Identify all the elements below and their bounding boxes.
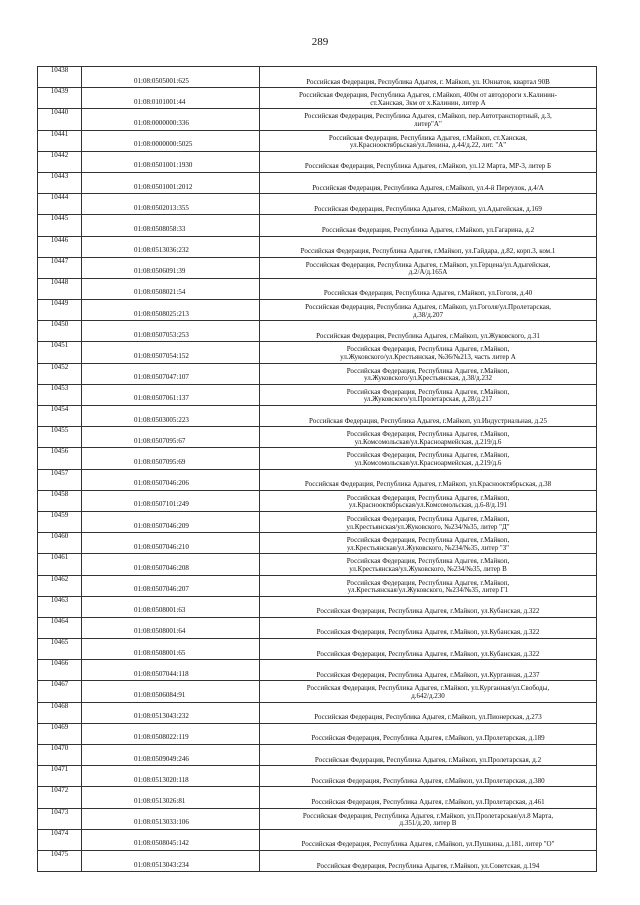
address: Российская Федерация, Республика Адыгея, г.Майкоп, ул.Курганная, д.237 (316, 670, 540, 679)
address: Российская Федерация, Республика Адыгея, г.Майкоп, ул.Жуковского/ул.Пролетарская, д.28/д.217 (346, 387, 510, 404)
address: Российская Федерация, Республика Адыгея, г.Майкоп, ул.12 Марта, МР-3, литер Б (304, 162, 552, 171)
address: Российская Федерация, Республика Адыгея, г.Майкоп, ул.Крестьянская/ул.Жуковского, №234/№35, литер "З" (346, 536, 510, 552)
row-number: 10441 (38, 130, 82, 151)
table-row (38, 236, 597, 257)
address: Российская Федерация, Республика Адыгея, г.Майкоп, ул.Жуковского/ул.Крестьянская, №36/№213, часть литер А (340, 345, 516, 362)
cadastral-number: 01:08:0508058:33 (134, 224, 186, 233)
cadastral-number: 01:08:0507044:118 (134, 669, 189, 678)
cadastral-number: 01:08:0507061:137 (134, 394, 189, 403)
cadastral-number: 01:08:0501001:2012 (134, 182, 193, 191)
table-row (38, 617, 597, 638)
address: Российская Федерация, Республика Адыгея, г.Майкоп, ул.Кубанская, д.322 (316, 628, 540, 637)
row-number: 10459 (38, 511, 82, 532)
address: Российская Федерация, Республика Адыгея, г.Майкоп, ул.Гайдара, д.82, корп.3, ком.1 (300, 247, 556, 256)
row-number: 10449 (38, 300, 82, 321)
table-row (38, 151, 597, 172)
row-number: 10445 (38, 215, 82, 236)
address: Российская Федерация, Республика Адыгея, г.Майкоп, ул.Комсомольская/ул.Красноармейская, д.219/д.6 (346, 451, 510, 467)
table-row (38, 702, 597, 723)
address: Российская Федерация, Республика Адыгея, г.Майкоп, ул.Пролетарская, д.189 (311, 734, 545, 743)
cadastral-number: 01:08:0501001:1930 (134, 161, 193, 170)
table-row (38, 829, 597, 850)
table-row (38, 554, 597, 575)
address: Российская Федерация, Республика Адыгея, г.Майкоп, ул.Пролетарская, д.2 (314, 755, 542, 764)
table-row (38, 533, 597, 554)
table-row (38, 130, 597, 151)
table-row (38, 723, 597, 744)
table-row (38, 448, 597, 469)
row-number: 10438 (38, 67, 82, 88)
table-row (38, 384, 597, 405)
address: Российская Федерация, Республика Адыгея, г.Майкоп, ул.Краснооктябрьская, д.38 (304, 480, 552, 489)
address: Российская Федерация, Республика Адыгея, г.Майкоп, ул.Крестьянская/ул.Жуковского, №234/№35, литер Г1 (346, 578, 510, 595)
table-row (38, 67, 597, 88)
address: Российская Федерация, Республика Адыгея, г.Майкоп, ул.Пролетарская/ул.8 Марта, д.351/д.20, литер В (302, 811, 554, 828)
table-row (38, 745, 597, 766)
table-row (38, 363, 597, 384)
row-number: 10456 (38, 448, 82, 469)
address: Российская Федерация, Республика Адыгея, г.Майкоп, ул.Курганная/ул.Свободы, д.642/д.230 (306, 684, 550, 701)
address: Российская Федерация, Республика Адыгея, г.Майкоп, ул.Адыгейская, д.169 (314, 204, 542, 213)
row-number: 10473 (38, 808, 82, 829)
row-number: 10468 (38, 702, 82, 723)
cadastral-number: 01:08:0513033:106 (134, 818, 189, 827)
cadastral-number: 01:08:0502013:355 (134, 203, 189, 212)
table-row (38, 469, 597, 490)
table-row (38, 850, 597, 871)
address: Российская Федерация, Республика Адыгея, г.Майкоп, ул.Пролетарская, д.461 (311, 797, 545, 806)
table-row (38, 215, 597, 236)
address: Российская Федерация, Республика Адыгея, г.Майкоп, ул.Крестьянская/ул.Жуковского, №234/№35, литер "Д" (346, 514, 510, 531)
table-row (38, 596, 597, 617)
cadastral-number: 01:08:0508022:119 (134, 733, 189, 742)
property-register-table (37, 66, 597, 872)
address: Российская Федерация, Республика Адыгея, г.Майкоп, ул.Пушкина, д.181, литер "О" (301, 840, 555, 849)
address: Российская Федерация, Республика Адыгея, г.Майкоп, ул.Пионерская, д.273 (314, 713, 542, 722)
row-number: 10467 (38, 681, 82, 702)
table-row (38, 257, 597, 278)
row-number: 10463 (38, 596, 82, 617)
row-number: 10443 (38, 172, 82, 193)
row-number: 10444 (38, 194, 82, 215)
cadastral-number: 01:08:0506084:91 (134, 691, 186, 700)
cadastral-number: 01:08:0507046:208 (134, 563, 189, 572)
table-row (38, 787, 597, 808)
address: Российская Федерация, Республика Адыгея, г.Майкоп, ул.Гоголя/ул.Пролетарская, д.38/д.207 (305, 303, 551, 319)
row-number: 10440 (38, 109, 82, 130)
row-number: 10474 (38, 829, 82, 850)
address: Российская Федерация, Республика Адыгея, г. Майкоп, ул. Юннатов, квартал 90В (306, 77, 550, 86)
cadastral-number: 01:08:0513036:232 (134, 246, 189, 255)
cadastral-number: 01:08:0101001:44 (134, 97, 186, 106)
table-row (38, 660, 597, 681)
cadastral-number: 01:08:0507046:207 (134, 585, 189, 594)
row-number: 10460 (38, 533, 82, 554)
table-row (38, 194, 597, 215)
cadastral-number: 01:08:0507054:152 (134, 352, 189, 361)
cadastral-number: 01:08:0507046:210 (134, 542, 189, 551)
cadastral-number: 01:08:0507046:206 (134, 479, 189, 488)
address: Российская Федерация, Республика Адыгея, г.Майкоп, 400м от автодороги х.Калинин- ст.Ханская, 3км от х.Калинин, литер А (299, 91, 557, 107)
cadastral-number: 01:08:0508021:54 (134, 288, 186, 297)
row-number: 10475 (38, 850, 82, 871)
table-row (38, 300, 597, 321)
row-number: 10452 (38, 363, 82, 384)
cadastral-number: 01:08:0509049:246 (134, 754, 189, 763)
row-number: 10457 (38, 469, 82, 490)
cadastral-number: 01:08:0507046:209 (134, 521, 189, 530)
address: Российская Федерация, Республика Адыгея, г.Майкоп, ул.Кубанская, д.322 (316, 649, 540, 658)
cadastral-number: 01:08:0506091:39 (134, 267, 186, 276)
cadastral-number: 01:08:0508045:142 (134, 839, 189, 848)
address: Российская Федерация, Республика Адыгея, г.Майкоп, ул.Краснооктябрьская/ул.Комсомольская, д.6-8/д.191 (346, 493, 510, 510)
row-number: 10465 (38, 639, 82, 660)
row-number: 10461 (38, 554, 82, 575)
address: Российская Федерация, Республика Адыгея, г.Майкоп, ул.Гоголя, д.40 (323, 289, 533, 298)
cadastral-number: 01:08:0000000:336 (134, 118, 189, 127)
table-row (38, 342, 597, 363)
table-row (38, 681, 597, 702)
row-number: 10458 (38, 490, 82, 511)
cadastral-number: 01:08:0513043:234 (134, 860, 189, 869)
cadastral-number: 01:08:0513020:118 (134, 775, 189, 784)
row-number: 10462 (38, 575, 82, 596)
address: Российская Федерация, Республика Адыгея, г.Майкоп, ул.4-й Переулок, д.4/А (312, 183, 544, 192)
table-row (38, 490, 597, 511)
page-number: 289 (311, 36, 329, 48)
table-row (38, 427, 597, 448)
row-number: 10451 (38, 342, 82, 363)
cadastral-number: 01:08:0507095:69 (134, 457, 186, 466)
row-number: 10454 (38, 406, 82, 427)
row-number: 10446 (38, 236, 82, 257)
row-number: 10466 (38, 660, 82, 681)
table-row (38, 278, 597, 299)
cadastral-number: 01:08:0507095:67 (134, 436, 186, 445)
cadastral-number: 01:08:0505001:625 (134, 76, 189, 85)
address: Российская Федерация, Республика Адыгея, г.Майкоп, ул.Крестьянская/ул.Жуковского, №234/№35, литер В (346, 557, 510, 573)
row-number: 10450 (38, 321, 82, 342)
address: Российская Федерация, Республика Адыгея, г.Майкоп, ул.Жуковского, д.31 (316, 331, 540, 340)
row-number: 10455 (38, 427, 82, 448)
table-row (38, 808, 597, 829)
table-row (38, 766, 597, 787)
address: Российская Федерация, Республика Адыгея, г.Майкоп, ул.Герцена/ул.Адыгейская, д.2/А/д.165А (305, 260, 551, 277)
cadastral-number: 01:08:0508001:65 (134, 648, 186, 657)
table-row (38, 511, 597, 532)
table-row (38, 172, 597, 193)
row-number: 10471 (38, 766, 82, 787)
table-row (38, 639, 597, 660)
table-row (38, 109, 597, 130)
row-number: 10439 (38, 88, 82, 109)
cadastral-number: 01:08:0508025:213 (134, 309, 189, 318)
row-number: 10470 (38, 745, 82, 766)
row-number: 10472 (38, 787, 82, 808)
cadastral-number: 01:08:0513026:81 (134, 796, 186, 805)
cadastral-number: 01:08:0000000:5025 (134, 140, 193, 149)
table-row (38, 321, 597, 342)
row-number: 10469 (38, 723, 82, 744)
row-number: 10453 (38, 384, 82, 405)
cadastral-number: 01:08:0508001:64 (134, 627, 186, 636)
row-number: 10448 (38, 278, 82, 299)
address: Российская Федерация, Республика Адыгея, г.Майкоп, ул.Пролетарская, д.380 (311, 776, 545, 785)
table-row (38, 575, 597, 596)
address: Российская Федерация, Республика Адыгея, г.Майкоп, ул.Кубанская, д.322 (316, 607, 540, 616)
address: Российская Федерация, Республика Адыгея, г.Майкоп, ул.Советская, д.194 (316, 861, 540, 870)
cadastral-number: 01:08:0513043:232 (134, 712, 189, 721)
address: Российская Федерация, Республика Адыгея, г.Майкоп, пер.Автотранспортный, д.3, литер"А" (304, 112, 552, 128)
address: Российская Федерация, Республика Адыгея, г.Майкоп, ул.Жуковского/ул.Крестьянская, д.38/д.232 (346, 366, 510, 383)
table-row (38, 406, 597, 427)
table-row (38, 88, 597, 109)
cadastral-number: 01:08:0503005:223 (134, 415, 189, 424)
address: Российская Федерация, Республика Адыгея, г.Майкоп, ул.Индустриальная, д.25 (309, 416, 547, 425)
cadastral-number: 01:08:0507053:253 (134, 330, 189, 339)
address: Российская Федерация, Республика Адыгея, г.Майкоп, ул.Комсомольская/ул.Красноармейская, д.219/д.6 (346, 430, 510, 446)
row-number: 10447 (38, 257, 82, 278)
address: Российская Федерация, Республика Адыгея, г.Майкоп, ст.Ханская, ул.Краснооктябрьская/ул.Ленина, д.44/д.22, лит. "А" (328, 133, 528, 150)
row-number: 10442 (38, 151, 82, 172)
address: Российская Федерация, Республика Адыгея, г.Майкоп, ул.Гагарина, д.2 (321, 225, 535, 234)
cadastral-number: 01:08:0507047:107 (134, 373, 189, 382)
row-number: 10464 (38, 617, 82, 638)
cadastral-number: 01:08:0507101:249 (134, 500, 189, 509)
cadastral-number: 01:08:0508001:63 (134, 606, 186, 615)
